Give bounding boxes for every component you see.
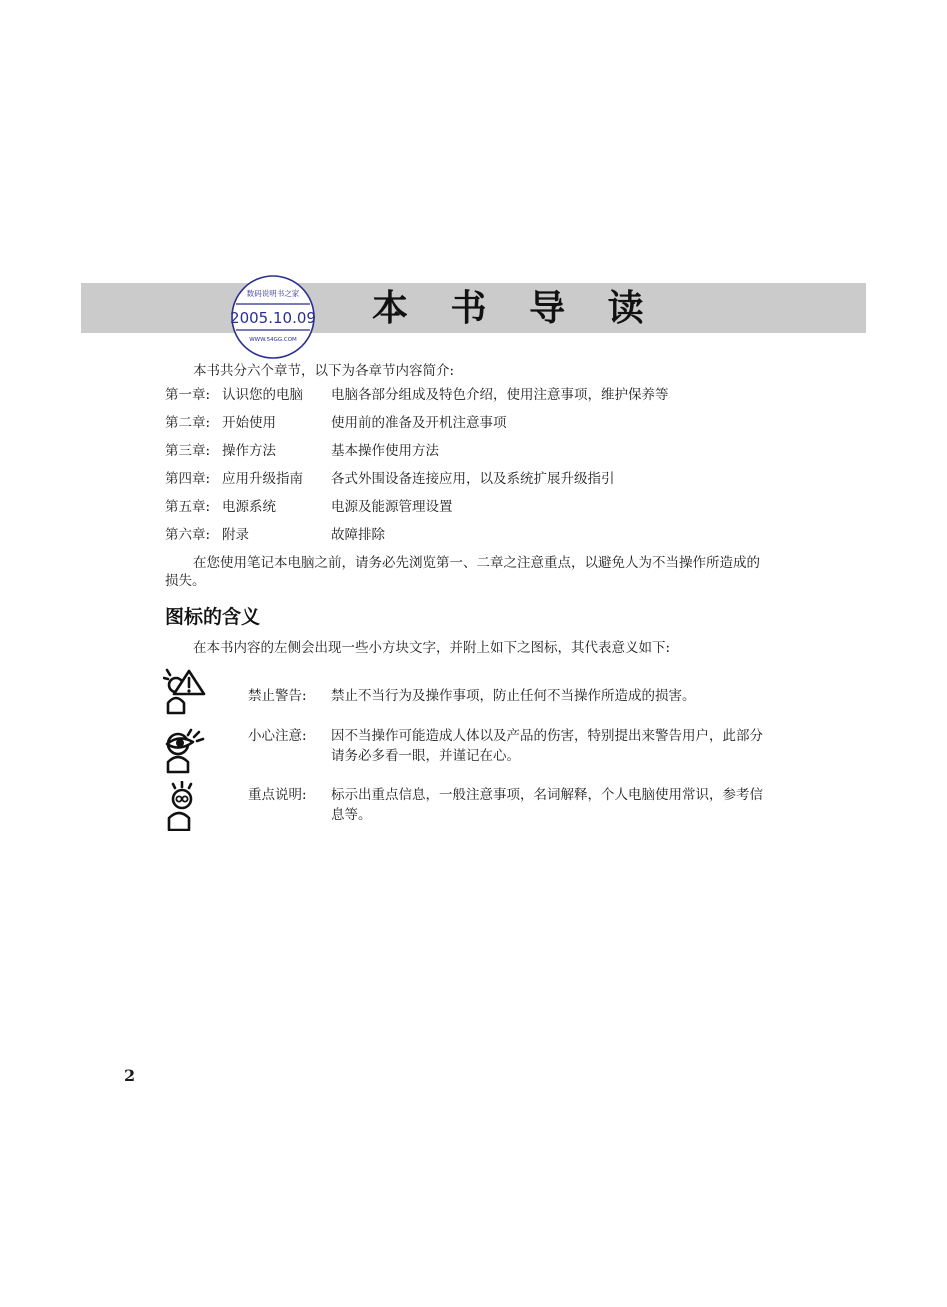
chapter-name: 电源系统 xyxy=(222,499,276,515)
chapter-name: 操作方法 xyxy=(222,443,276,459)
stamp-date-text: 2005.10.09 xyxy=(230,309,316,327)
icon-label-caution: 小心注意: xyxy=(248,728,307,744)
icon-label-warning: 禁止警告: xyxy=(248,688,307,704)
chapter-number: 第一章: xyxy=(165,387,211,403)
section-intro-text: 在本书内容的左侧会出现一些小方块文字，并附上如下之图标，其代表意义如下: xyxy=(193,640,671,656)
section-heading: 图标的含义 xyxy=(165,606,261,628)
eye-person-icon xyxy=(163,727,207,777)
stamp-url-text: WWW.54GG.COM xyxy=(249,337,297,343)
chapter-desc: 电脑各部分组成及特色介绍，使用注意事项，维护保养等 xyxy=(331,387,669,403)
page-title: 本 书 导 读 xyxy=(372,287,659,329)
date-stamp-logo xyxy=(230,274,316,360)
chapter-name: 认识您的电脑 xyxy=(222,387,303,403)
chapter-desc: 各式外围设备连接应用，以及系统扩展升级指引 xyxy=(331,471,615,487)
notice-paragraph: 在您使用笔记本电脑之前，请务必先浏览第一、二章之注意重点，以避免人为不当操作所造成的损失。 xyxy=(165,555,760,589)
page-number: 2 xyxy=(124,1066,136,1085)
chapter-number: 第六章: xyxy=(165,527,211,543)
icon-desc-key-point: 标示出重点信息，一般注意事项，名词解释，个人电脑使用常识，参考信息等。 xyxy=(331,787,763,823)
chapter-name: 开始使用 xyxy=(222,415,276,431)
chapter-name: 应用升级指南 xyxy=(222,471,303,487)
chapter-name: 附录 xyxy=(222,527,249,543)
chapter-desc: 基本操作使用方法 xyxy=(331,443,439,459)
chapter-desc: 故障排除 xyxy=(331,527,385,543)
chapter-desc: 电源及能源管理设置 xyxy=(331,499,453,515)
chapter-number: 第五章: xyxy=(165,499,211,515)
chapter-number: 第四章: xyxy=(165,471,211,487)
icon-desc-warning: 禁止不当行为及操作事项，防止任何不当操作所造成的损害。 xyxy=(331,688,696,704)
stamp-top-text: 数码说明书之家 xyxy=(246,289,300,298)
icon-label-key-point: 重点说明: xyxy=(248,787,307,803)
chapter-number: 第三章: xyxy=(165,443,211,459)
chapter-desc: 使用前的准备及开机注意事项 xyxy=(331,415,507,431)
warning-person-icon xyxy=(163,668,207,718)
icon-desc-caution: 因不当操作可能造成人体以及产品的伤害，特别提出来警告用户，此部分请务必多看一眼，并谨记在心。 xyxy=(331,728,763,764)
idea-person-icon xyxy=(163,781,207,831)
intro-text: 本书共分六个章节，以下为各章节内容简介: xyxy=(193,363,455,379)
chapter-number: 第二章: xyxy=(165,415,211,431)
